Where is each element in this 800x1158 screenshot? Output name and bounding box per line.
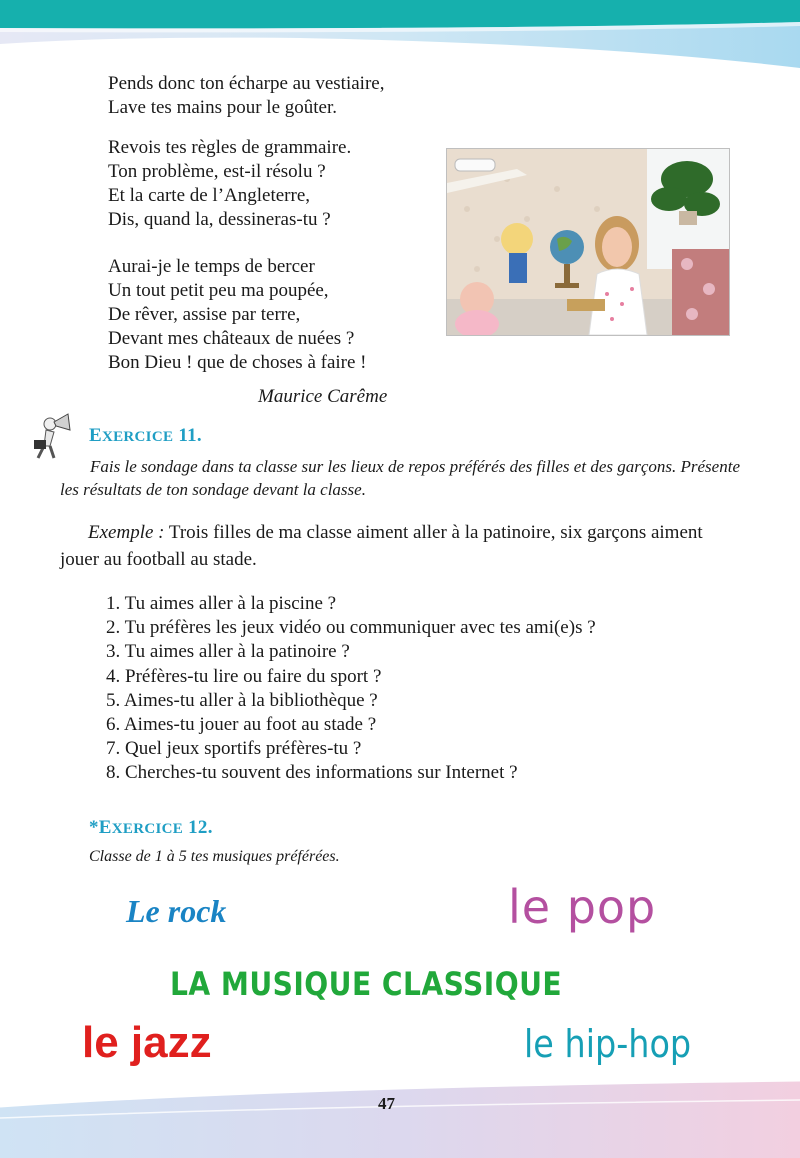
genre-classique: LA MUSIQUE CLASSIQUE [170, 965, 563, 1003]
exercise-12-instruction: Classe de 1 à 5 tes musiques préférées. [89, 848, 340, 865]
poem-stanza-1 [108, 72, 384, 120]
genre-hiphop: le hip-hop [524, 1022, 692, 1066]
list-item: 1. Tu aimes aller à la piscine ? [106, 593, 337, 614]
genre-jazz: le jazz [82, 1018, 212, 1067]
bottom-decorative-band [0, 1072, 800, 1158]
page-number: 47 [378, 1094, 395, 1113]
exercise-title-number: 12. [183, 817, 213, 838]
poem-line: Revois tes règles de grammaire. [108, 137, 352, 158]
exercise-title-rest: XERCICE [101, 429, 174, 445]
example-text: Trois filles de ma classe aiment aller à la patinoire, six garçons aiment jouer au football au stade. [60, 522, 703, 570]
poem-line: Dis, quand la, dessineras-tu ? [108, 209, 331, 230]
poem-stanza-2 [108, 136, 351, 232]
top-decorative-band [0, 0, 800, 82]
poem-author: Maurice Carême [258, 386, 388, 407]
poem-stanza-3 [108, 255, 367, 375]
poem-line: Devant mes châteaux de nuées ? [108, 328, 355, 349]
exercise-11-title [89, 425, 202, 447]
list-item: 4. Préfères-tu lire ou faire du sport ? [106, 665, 382, 687]
genre-rock: Le rock [126, 893, 227, 929]
example-lead: Exemple : [88, 522, 165, 543]
poem-line: Bon Dieu ! que de choses à faire ! [108, 352, 367, 373]
list-item: 3. Tu aimes aller à la patinoire ? [106, 641, 350, 663]
poem-line: Lave tes mains pour le goûter. [108, 97, 337, 118]
exercise-title-initial: *E [89, 817, 112, 838]
list-item: 2. Tu préfères les jeux vidéo ou communiquer avec tes ami(e)s ? [106, 617, 596, 639]
poem-line: Ton problème, est-il résolu ? [108, 161, 326, 182]
exercise-11-instruction: Fais le sondage dans ta classe sur les lieux de repos préférés des filles et des garçons. Présente les résultats de ton sondage devant la classe. [60, 457, 740, 499]
exercise-title-number: 11. [173, 425, 202, 446]
list-item: 5. Aimes-tu aller à la bibliothèque ? [106, 689, 378, 711]
genre-pop: le pop [508, 880, 657, 934]
poem-line: Pends donc ton écharpe au vestiaire, [108, 73, 385, 94]
list-item: 6. Aimes-tu jouer au foot au stade ? [106, 714, 377, 736]
exercise-title-rest: XERCICE [111, 821, 184, 837]
girl-at-desk-photo [446, 148, 730, 336]
list-item: 8. Cherches-tu souvent des informations sur Internet ? [106, 762, 518, 784]
list-item: 7. Quel jeux sportifs préfères-tu ? [106, 738, 362, 760]
exercise-11-example [60, 519, 740, 573]
poem-line: De rêver, assise par terre, [108, 304, 301, 325]
exercise-12-title [89, 817, 213, 839]
poem-line: Aurai-je le temps de bercer [108, 256, 315, 277]
poem-line: Un tout petit peu ma poupée, [108, 280, 329, 301]
exercise-title-initial: E [89, 425, 102, 446]
poem-line: Et la carte de l’Angleterre, [108, 185, 311, 206]
question-list [106, 592, 596, 786]
